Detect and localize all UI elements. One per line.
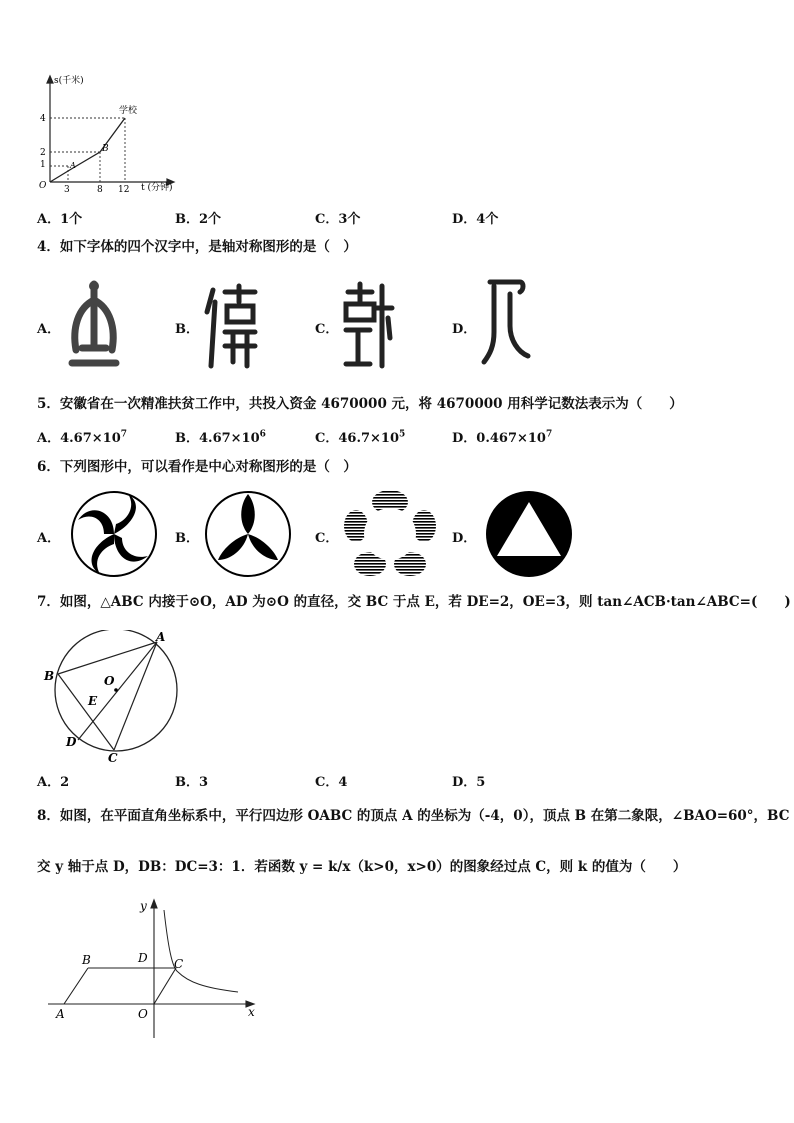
point-b-label: B	[102, 144, 109, 154]
label-a: A	[156, 630, 166, 644]
label-b: B	[44, 669, 55, 683]
option-exponent: 6	[259, 429, 266, 440]
distance-time-graph	[28, 70, 188, 200]
q7-option-a[interactable]	[37, 771, 69, 790]
option-base: 4.67×10	[199, 431, 260, 446]
option-letter: A．	[37, 775, 61, 790]
q7-option-b[interactable]	[175, 771, 208, 790]
x-tick-8: 8	[97, 185, 103, 195]
q3-option-c[interactable]	[315, 208, 360, 227]
option-text: 4	[338, 775, 348, 790]
label-d: D	[138, 951, 148, 965]
q5-option-c[interactable]	[315, 427, 405, 446]
option-base: 4.67×10	[60, 431, 121, 446]
option-letter: A．	[37, 212, 61, 227]
q6-option-a-label[interactable]: A．	[37, 531, 61, 546]
label-o: O	[104, 674, 115, 688]
origin-label: O	[39, 181, 47, 191]
q6-stem: 6．下列图形中，可以看作是中心对称图形的是（ ）	[37, 459, 357, 475]
q4-option-b-label[interactable]: B．	[175, 322, 199, 337]
option-letter: D．	[452, 431, 477, 446]
option-base: 46.7×10	[338, 431, 400, 446]
q4-stem: 4．如下字体的四个汉字中，是轴对称图形的是（ ）	[37, 239, 357, 255]
option-letter: A．	[37, 431, 61, 446]
q7-stem: 7．如图，△ABC 内接于⊙O，AD 为⊙O 的直径，交 BC 于点 E，若 DE=2，OE=3，则 tan∠ACB·tan∠ABC=( )	[37, 594, 791, 610]
q6-figure-c-flower	[344, 488, 436, 578]
label-d: D	[66, 735, 77, 749]
q8-coordinate-figure	[42, 896, 264, 1042]
option-exponent: 7	[545, 429, 553, 440]
option-exponent: 5	[399, 429, 406, 440]
q6-option-c-label[interactable]: C．	[315, 531, 339, 546]
x-tick-3: 3	[64, 185, 70, 195]
option-text: 4个	[476, 212, 499, 227]
q8-stem-line1: 8．如图，在平面直角坐标系中，平行四边形 OABC 的顶点 A 的坐标为（-4，0），顶点 B 在第二象限，∠BAO=60°，BC	[37, 808, 790, 824]
q4-seal-glyph-a	[64, 278, 124, 370]
option-letter: C．	[315, 431, 339, 446]
q4-seal-glyph-d	[480, 276, 532, 368]
option-letter: B．	[175, 431, 199, 446]
q5-stem: 5．安徽省在一次精准扶贫工作中，共投入资金 4670000 元，将 4670000 用科学记数法表示为（ ）	[37, 396, 683, 412]
x-axis-label: t (分钟)	[141, 183, 173, 193]
option-letter: B．	[175, 775, 199, 790]
x-tick-12: 12	[118, 185, 130, 195]
q5-option-b[interactable]	[175, 427, 266, 446]
q3-option-a[interactable]	[37, 208, 82, 227]
q6-option-d-label[interactable]: D．	[452, 531, 477, 546]
q6-figure-b-three-petals	[204, 490, 292, 578]
q3-option-d[interactable]	[452, 208, 498, 227]
point-a-label: A	[70, 161, 76, 170]
label-c: C	[174, 957, 184, 971]
label-o: O	[138, 1007, 148, 1021]
option-text: 5	[476, 775, 486, 790]
option-letter: D．	[452, 775, 477, 790]
q4-option-a-label[interactable]: A．	[37, 322, 61, 337]
y-axis-label: s(千米)	[54, 76, 84, 86]
label-e: E	[88, 694, 98, 708]
q6-option-b-label[interactable]: B．	[175, 531, 199, 546]
option-letter: C．	[315, 212, 339, 227]
option-text: 3	[199, 775, 209, 790]
q7-option-c[interactable]	[315, 771, 347, 790]
option-letter: D．	[452, 212, 477, 227]
q4-option-c-label[interactable]: C．	[315, 322, 339, 337]
label-b: B	[82, 953, 91, 967]
option-letter: B．	[175, 212, 199, 227]
y-tick-1: 1	[40, 160, 46, 170]
label-x: x	[248, 1005, 255, 1019]
option-text: 1个	[60, 212, 83, 227]
q8-stem-line2: 交 y 轴于点 D，DB：DC=3：1．若函数 y = k/x（k>0，x>0）的图象经过点 C，则 k 的值为（ ）	[37, 859, 687, 875]
option-text: 3个	[338, 212, 361, 227]
label-c: C	[108, 751, 118, 765]
q5-option-d[interactable]	[452, 427, 552, 446]
option-exponent: 7	[120, 429, 128, 440]
option-text: 2	[60, 775, 70, 790]
q4-seal-glyph-b	[203, 282, 263, 370]
y-tick-4: 4	[40, 114, 46, 124]
q7-circle-figure	[38, 630, 178, 766]
option-base: 0.467×10	[476, 431, 546, 446]
q4-seal-glyph-c	[340, 278, 396, 370]
y-tick-2: 2	[40, 148, 46, 158]
label-a: A	[56, 1007, 65, 1021]
option-text: 2个	[199, 212, 222, 227]
q7-option-d[interactable]	[452, 771, 485, 790]
school-label: 学校	[119, 106, 138, 116]
q6-figure-a-tomoe	[70, 490, 158, 578]
q6-figure-d-triangle-in-circle	[485, 490, 573, 578]
option-letter: C．	[315, 775, 339, 790]
label-y: y	[140, 899, 147, 913]
q4-option-d-label[interactable]: D．	[452, 322, 477, 337]
q5-option-a[interactable]	[37, 427, 127, 446]
q3-option-b[interactable]	[175, 208, 221, 227]
